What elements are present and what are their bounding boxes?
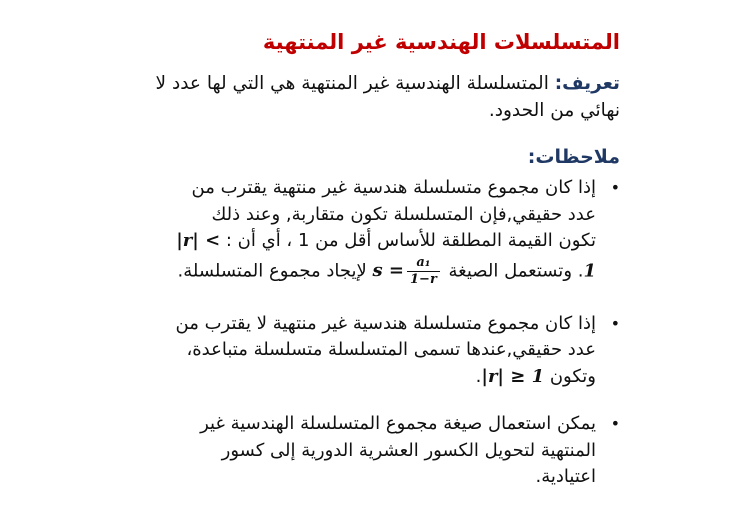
definition-label: تعريف: (554, 73, 620, 94)
formula-lhs: s = (372, 260, 404, 281)
divergence-condition: |r| ≥ 1 (481, 365, 545, 387)
notes-heading: ملاحظات: (527, 146, 620, 168)
bullet-icon: • (610, 313, 620, 333)
notes-list (175, 175, 620, 491)
note-text: إذا كان مجموع متسلسلة هندسية غير منتهية يقترب من عدد حقيقي,فإن المتسلسلة تكون متقاربة, وعند ذلك تكون القيمة المطلقة للأساس أقل من 1 ، أي أن : (191, 177, 596, 251)
convergence-condition: |r| < 1 (176, 230, 596, 281)
definition-text: المتسلسلة الهندسية غير المنتهية هي التي لها عدد لا نهائي من الحدود. (155, 73, 620, 121)
note-text: لإيجاد مجموع المتسلسلة. (177, 260, 373, 281)
note-repeating-decimals (175, 411, 620, 491)
definition-block (150, 70, 620, 124)
bullet-icon: • (610, 178, 620, 197)
note-text: إذا كان مجموع متسلسلة هندسية غير منتهية لا يقترب من عدد حقيقي,عندها تسمى المتسلسلة متسلسلة متباعدة، وتكون (175, 312, 596, 387)
slide-title: المتسلسلات الهندسية غير المنتهية (262, 30, 620, 54)
note-divergent (175, 311, 620, 391)
sum-formula (372, 254, 443, 287)
note-text: . وتستعمل الصيغة (442, 260, 584, 281)
bullet-icon: • (610, 414, 620, 433)
formula-denominator: 1−r (410, 271, 437, 287)
note-text: . (475, 365, 482, 387)
note-text: يمكن استعمال صيغة مجموع المتسلسلة الهندسية غير المنتهية لتحويل الكسور العشرية الدورية إلى كسور اعتيادية. (200, 413, 596, 487)
formula-fraction (407, 255, 440, 288)
note-convergent (175, 175, 620, 288)
formula-numerator: a₁ (407, 255, 440, 272)
